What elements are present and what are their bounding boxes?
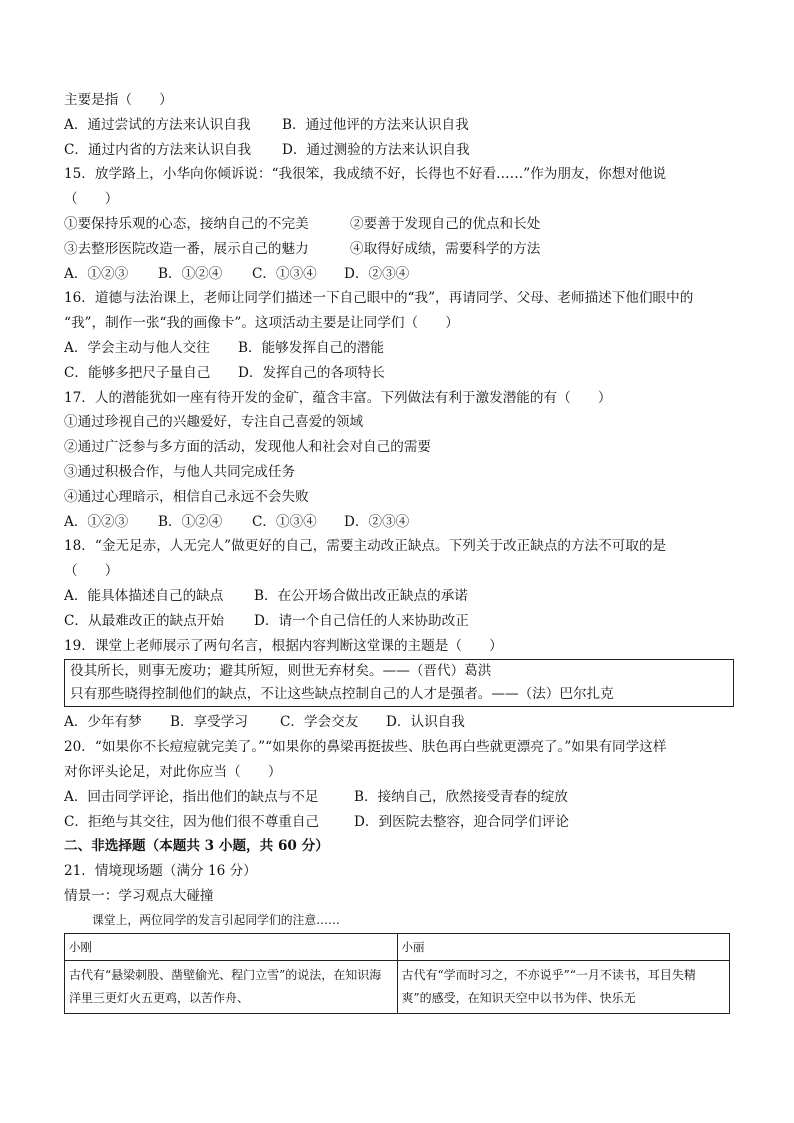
q15-option-a: A．①②③: [64, 265, 129, 282]
q19-quote-box: [64, 659, 734, 707]
q18-option-c: C．从最难改正的缺点开始: [64, 612, 224, 629]
q18-option-a: A．能具体描述自己的缺点: [64, 587, 224, 604]
q15-stem-line-1: 15．放学路上，小华向你倾诉说：“我很笨，我成绩不好，长得也不好看……”作为朋友，你想对他说: [64, 166, 667, 183]
exam-page: [64, 88, 734, 1014]
q17-item-2: ②通过广泛参与多方面的活动，发现他人和社会对自己的需要: [64, 439, 432, 456]
q14-option-c: C．通过内省的方法来认识自我: [64, 141, 252, 158]
q16-option-d: D．发挥自己的各项特长: [238, 364, 385, 381]
q15-item-2: ②要善于发现自己的优点和长处: [350, 215, 541, 232]
table-header-row: [65, 933, 730, 960]
q15-option-c: C．①③④: [252, 265, 317, 282]
q19-option-c: C．学会交友: [280, 714, 359, 731]
q14-stem-tail: 主要是指（ ）: [64, 92, 173, 108]
q15-items-row-2: [64, 237, 734, 262]
q20-option-c: C．拒绝与其交往，因为他们很不尊重自己: [64, 813, 320, 830]
q19-options: [64, 710, 734, 735]
scene-1-title: 情景一：学习观点大碰撞: [64, 887, 214, 904]
q16-stem-line-1: 16．道德与法治课上，老师让同学们描述一下自己眼中的“我”，再请同学、父母、老师描述下他们眼中的: [64, 290, 694, 307]
scene-1-intro: 课堂上，两位同学的发言引起同学们的注意……: [92, 912, 340, 927]
q15-options: [64, 262, 734, 287]
q17-options: [64, 510, 734, 535]
q17-stem: 17．人的潜能犹如一座有待开发的金矿，蕴含丰富。下列做法有利于激发潜能的有（ ）: [64, 389, 612, 406]
q17-option-b: B．①②④: [158, 513, 223, 530]
q19-quote-1: 役其所长，则事无废功；避其所短，则世无弃材矣。——（晋代）葛洪: [70, 663, 492, 680]
q15-item-3: ③去整形医院改造一番，展示自己的魅力: [64, 240, 309, 257]
q19-option-b: B．享受学习: [170, 714, 248, 731]
q20-option-d: D．到医院去整容，迎合同学们评论: [354, 813, 569, 830]
q20-stem-line-2: 对你评头论足，对此你应当（ ）: [64, 763, 282, 780]
q17-option-c: C．①③④: [252, 513, 317, 530]
q17-item-3: ③通过积极合作，与他人共同完成任务: [64, 463, 296, 480]
table-cell-xiaogang: 古代有“悬梁刺股、凿壁偷光、程门立雪”的说法，在知识海洋里三更灯火五更鸡，以苦作舟、: [65, 960, 398, 1013]
q18-options-row-1: [64, 584, 734, 609]
q15-option-b: B．①②④: [158, 265, 223, 282]
q16-options-row-1: [64, 336, 734, 361]
q19-option-d: D．认识自我: [386, 714, 465, 731]
q15-item-4: ④取得好成绩，需要科学的方法: [350, 240, 541, 257]
q20-stem-line-1: 20．“如果你不长痘痘就完美了。”“如果你的鼻梁再挺拔些、肤色再白些就更漂亮了。”如果有同学这样: [64, 739, 667, 756]
q18-option-b: B．在公开场合做出改正缺点的承诺: [254, 587, 468, 604]
q19-option-a: A．少年有梦: [64, 714, 142, 731]
q14-options-row-2: [64, 138, 734, 163]
q17-option-a: A．①②③: [64, 513, 129, 530]
table-cell-xiaoli: 古代有“学而时习之，不亦说乎”“一月不读书，耳目失精爽”的感受，在知识天空中以书为伴、快乐无: [397, 960, 730, 1013]
q18-option-d: D．请一个自己信任的人来协助改正: [254, 612, 469, 629]
q16-option-c: C．能够多把尺子量自己: [64, 364, 211, 381]
q20-options-row-2: [64, 810, 734, 835]
q14-option-d: D．通过测验的方法来认识自我: [282, 141, 470, 158]
table-row: [65, 960, 730, 1013]
q18-stem-line-2: （ ）: [64, 563, 119, 580]
q19-quote-2: 只有那些晓得控制他们的缺点，不让这些缺点控制自己的人才是强者。——（法）巴尔扎克: [70, 686, 614, 703]
q20-option-b: B．接纳自己，欣然接受青春的绽放: [354, 788, 568, 805]
q16-options-row-2: [64, 361, 734, 386]
section-2-title: 二、非选择题（本题共 3 小题，共 60 分）: [64, 838, 329, 855]
q18-options-row-2: [64, 609, 734, 634]
q15-item-1: ①要保持乐观的心态，接纳自己的不完美: [64, 215, 309, 232]
q15-items-row-1: [64, 212, 734, 237]
viewpoint-table: [64, 933, 730, 1014]
q18-stem-line-1: 18．“金无足赤，人无完人”做更好的自己，需要主动改正缺点。下列关于改正缺点的方法不可取的是: [64, 538, 667, 555]
q17-option-d: D．②③④: [344, 513, 410, 530]
table-header-xiaoli: 小丽: [397, 933, 730, 960]
q17-item-4: ④通过心理暗示，相信自己永远不会失败: [64, 488, 309, 505]
q16-option-b: B．能够发挥自己的潜能: [238, 339, 384, 356]
q14-options-row-1: [64, 113, 734, 138]
q16-stem-line-2: “我”，制作一张“我的画像卡”。这项活动主要是让同学们（ ）: [64, 315, 459, 332]
q15-stem-line-2: （ ）: [64, 191, 119, 208]
q19-stem: 19．课堂上老师展示了两句名言，根据内容判断这堂课的主题是（ ）: [64, 637, 503, 654]
q17-item-1: ①通过珍视自己的兴趣爱好，专注自己喜爱的领域: [64, 414, 364, 431]
table-header-xiaogang: 小刚: [65, 933, 398, 960]
q15-option-d: D．②③④: [344, 265, 410, 282]
q14-option-a: A．通过尝试的方法来认识自我: [64, 116, 251, 133]
q20-option-a: A．回击同学评论，指出他们的缺点与不足: [64, 788, 319, 805]
q21-title: 21．情境现场题（满分 16 分）: [64, 863, 257, 880]
q20-options-row-1: [64, 785, 734, 810]
q14-option-b: B．通过他评的方法来认识自我: [282, 116, 469, 133]
q16-option-a: A．学会主动与他人交往: [64, 339, 210, 356]
